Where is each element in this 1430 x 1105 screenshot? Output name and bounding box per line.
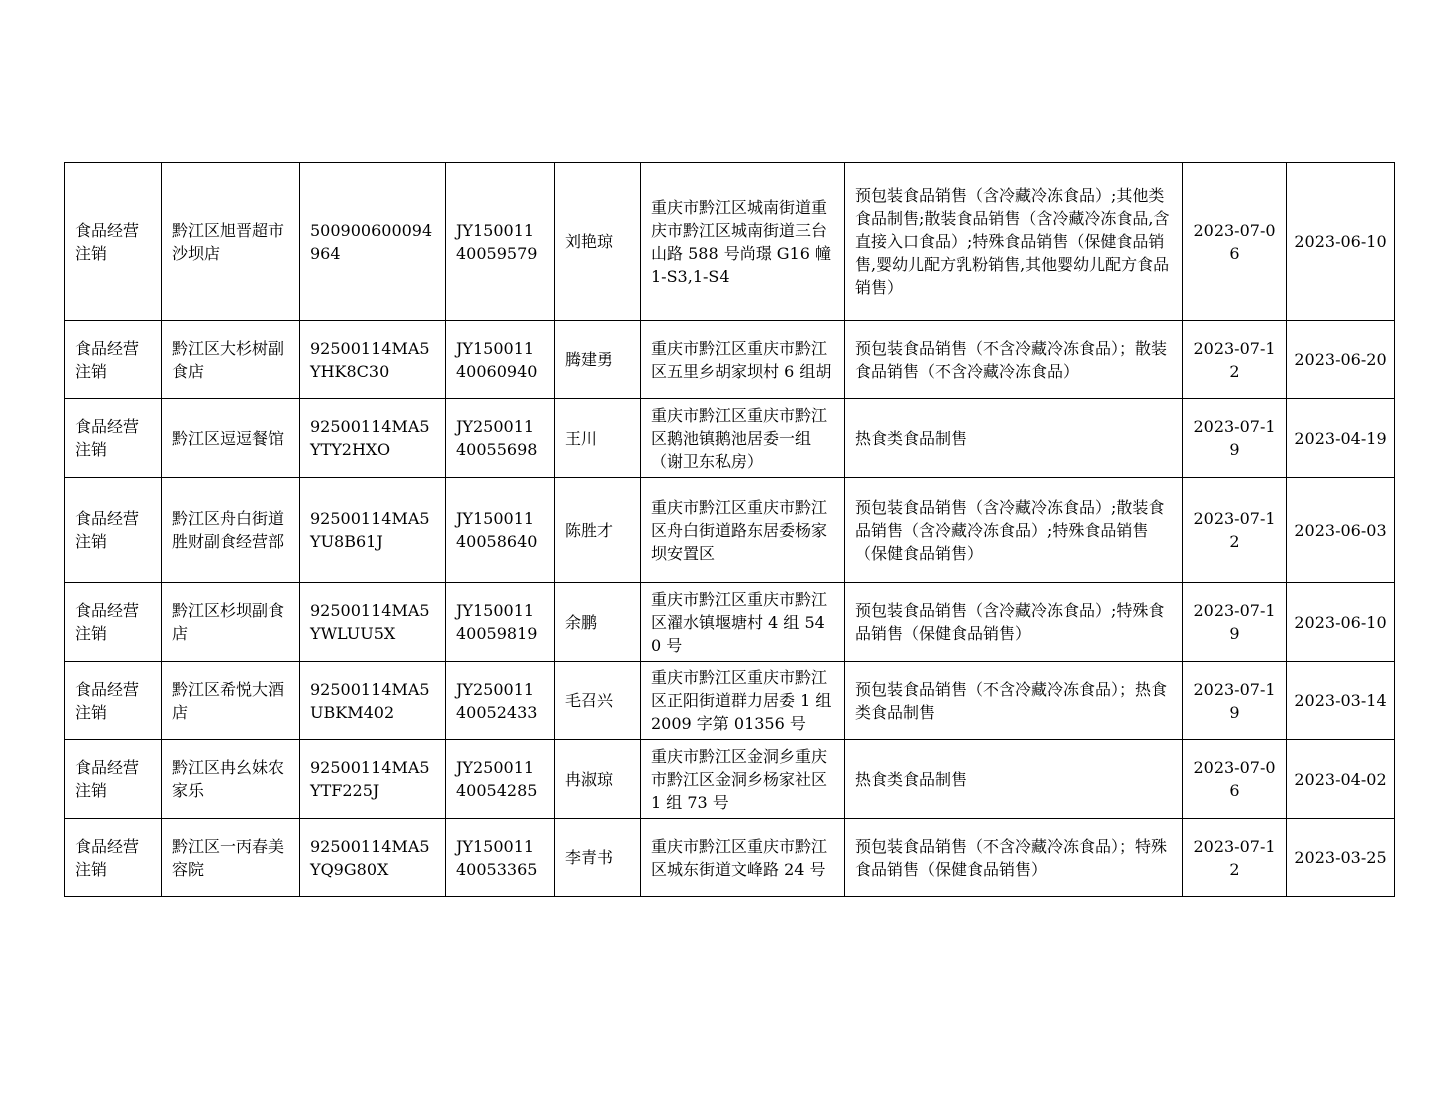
address-cell: 重庆市黔江区城南街道重庆市黔江区城南街道三台山路 588 号尚璟 G16 幢 1-S3,1-S4 bbox=[641, 163, 845, 321]
business-name-cell: 黔江区杉坝副食店 bbox=[162, 583, 300, 662]
table-row bbox=[65, 583, 1395, 662]
type-cell: 食品经营注销 bbox=[65, 662, 162, 740]
address-cell: 重庆市黔江区重庆市黔江区正阳街道群力居委 1 组 2009 字第 01356 号 bbox=[641, 662, 845, 740]
credit-code-cell: 500900600094964 bbox=[300, 163, 446, 321]
date-cell: 2023-03-25 bbox=[1287, 819, 1395, 897]
person-cell: 余鹏 bbox=[555, 583, 641, 662]
business-name-cell: 黔江区舟白街道胜财副食经营部 bbox=[162, 478, 300, 583]
date-cell: 2023-07-06 bbox=[1183, 740, 1287, 819]
table-row bbox=[65, 662, 1395, 740]
business-name-cell: 黔江区希悦大酒店 bbox=[162, 662, 300, 740]
type-cell: 食品经营注销 bbox=[65, 163, 162, 321]
type-cell: 食品经营注销 bbox=[65, 583, 162, 662]
license-number-cell: JY25001140052433 bbox=[446, 662, 555, 740]
address-cell: 重庆市黔江区重庆市黔江区五里乡胡家坝村 6 组胡 bbox=[641, 321, 845, 399]
business-name-cell: 黔江区大杉树副食店 bbox=[162, 321, 300, 399]
business-scope-cell: 预包装食品销售（含冷藏冷冻食品）;其他类食品制售;散装食品销售（含冷藏冷冻食品,含直接入口食品）;特殊食品销售（保健食品销售,婴幼儿配方乳粉销售,其他婴幼儿配方食品销售） bbox=[845, 163, 1183, 321]
table-row bbox=[65, 819, 1395, 897]
business-scope-cell: 预包装食品销售（含冷藏冷冻食品）;特殊食品销售（保健食品销售） bbox=[845, 583, 1183, 662]
address-cell: 重庆市黔江区重庆市黔江区鹅池镇鹅池居委一组（谢卫东私房） bbox=[641, 399, 845, 478]
credit-code-cell: 92500114MA5UBKM402 bbox=[300, 662, 446, 740]
date-cell: 2023-07-12 bbox=[1183, 819, 1287, 897]
license-number-cell: JY15001140059819 bbox=[446, 583, 555, 662]
date-cell: 2023-03-14 bbox=[1287, 662, 1395, 740]
license-number-cell: JY25001140055698 bbox=[446, 399, 555, 478]
date-cell: 2023-04-19 bbox=[1287, 399, 1395, 478]
person-cell: 李青书 bbox=[555, 819, 641, 897]
address-cell: 重庆市黔江区重庆市黔江区濯水镇堰塘村 4 组 540 号 bbox=[641, 583, 845, 662]
license-number-cell: JY15001140060940 bbox=[446, 321, 555, 399]
date-cell: 2023-07-19 bbox=[1183, 583, 1287, 662]
license-number-cell: JY15001140059579 bbox=[446, 163, 555, 321]
credit-code-cell: 92500114MA5YTY2HXO bbox=[300, 399, 446, 478]
person-cell: 毛召兴 bbox=[555, 662, 641, 740]
license-number-cell: JY25001140054285 bbox=[446, 740, 555, 819]
address-cell: 重庆市黔江区重庆市黔江区舟白街道路东居委杨家坝安置区 bbox=[641, 478, 845, 583]
date-cell: 2023-07-12 bbox=[1183, 321, 1287, 399]
business-name-cell: 黔江区一丙春美容院 bbox=[162, 819, 300, 897]
date-cell: 2023-06-10 bbox=[1287, 163, 1395, 321]
credit-code-cell: 92500114MA5YU8B61J bbox=[300, 478, 446, 583]
credit-code-cell: 92500114MA5YWLUU5X bbox=[300, 583, 446, 662]
business-scope-cell: 预包装食品销售（不含冷藏冷冻食品）；热食类食品制售 bbox=[845, 662, 1183, 740]
date-cell: 2023-06-10 bbox=[1287, 583, 1395, 662]
type-cell: 食品经营注销 bbox=[65, 478, 162, 583]
table-row bbox=[65, 740, 1395, 819]
date-cell: 2023-07-06 bbox=[1183, 163, 1287, 321]
table-row bbox=[65, 321, 1395, 399]
business-name-cell: 黔江区旭晋超市沙坝店 bbox=[162, 163, 300, 321]
date-cell: 2023-07-12 bbox=[1183, 478, 1287, 583]
credit-code-cell: 92500114MA5YHK8C30 bbox=[300, 321, 446, 399]
table-row bbox=[65, 163, 1395, 321]
business-scope-cell: 预包装食品销售（不含冷藏冷冻食品）；散装食品销售（不含冷藏冷冻食品） bbox=[845, 321, 1183, 399]
type-cell: 食品经营注销 bbox=[65, 740, 162, 819]
table-row bbox=[65, 399, 1395, 478]
credit-code-cell: 92500114MA5YQ9G80X bbox=[300, 819, 446, 897]
date-cell: 2023-06-20 bbox=[1287, 321, 1395, 399]
type-cell: 食品经营注销 bbox=[65, 819, 162, 897]
license-number-cell: JY15001140053365 bbox=[446, 819, 555, 897]
license-number-cell: JY15001140058640 bbox=[446, 478, 555, 583]
business-scope-cell: 预包装食品销售（不含冷藏冷冻食品）；特殊食品销售（保健食品销售） bbox=[845, 819, 1183, 897]
date-cell: 2023-04-02 bbox=[1287, 740, 1395, 819]
type-cell: 食品经营注销 bbox=[65, 321, 162, 399]
address-cell: 重庆市黔江区重庆市黔江区城东街道文峰路 24 号 bbox=[641, 819, 845, 897]
person-cell: 刘艳琼 bbox=[555, 163, 641, 321]
credit-code-cell: 92500114MA5YTF225J bbox=[300, 740, 446, 819]
table-row bbox=[65, 478, 1395, 583]
person-cell: 王川 bbox=[555, 399, 641, 478]
business-scope-cell: 热食类食品制售 bbox=[845, 740, 1183, 819]
date-cell: 2023-07-19 bbox=[1183, 399, 1287, 478]
business-name-cell: 黔江区逗逗餐馆 bbox=[162, 399, 300, 478]
records-table bbox=[64, 162, 1395, 897]
person-cell: 腾建勇 bbox=[555, 321, 641, 399]
business-scope-cell: 预包装食品销售（含冷藏冷冻食品）;散装食品销售（含冷藏冷冻食品）;特殊食品销售（保健食品销售） bbox=[845, 478, 1183, 583]
type-cell: 食品经营注销 bbox=[65, 399, 162, 478]
business-scope-cell: 热食类食品制售 bbox=[845, 399, 1183, 478]
address-cell: 重庆市黔江区金洞乡重庆市黔江区金洞乡杨家社区 1 组 73 号 bbox=[641, 740, 845, 819]
person-cell: 冉淑琼 bbox=[555, 740, 641, 819]
business-name-cell: 黔江区冉幺妹农家乐 bbox=[162, 740, 300, 819]
date-cell: 2023-07-19 bbox=[1183, 662, 1287, 740]
person-cell: 陈胜才 bbox=[555, 478, 641, 583]
date-cell: 2023-06-03 bbox=[1287, 478, 1395, 583]
